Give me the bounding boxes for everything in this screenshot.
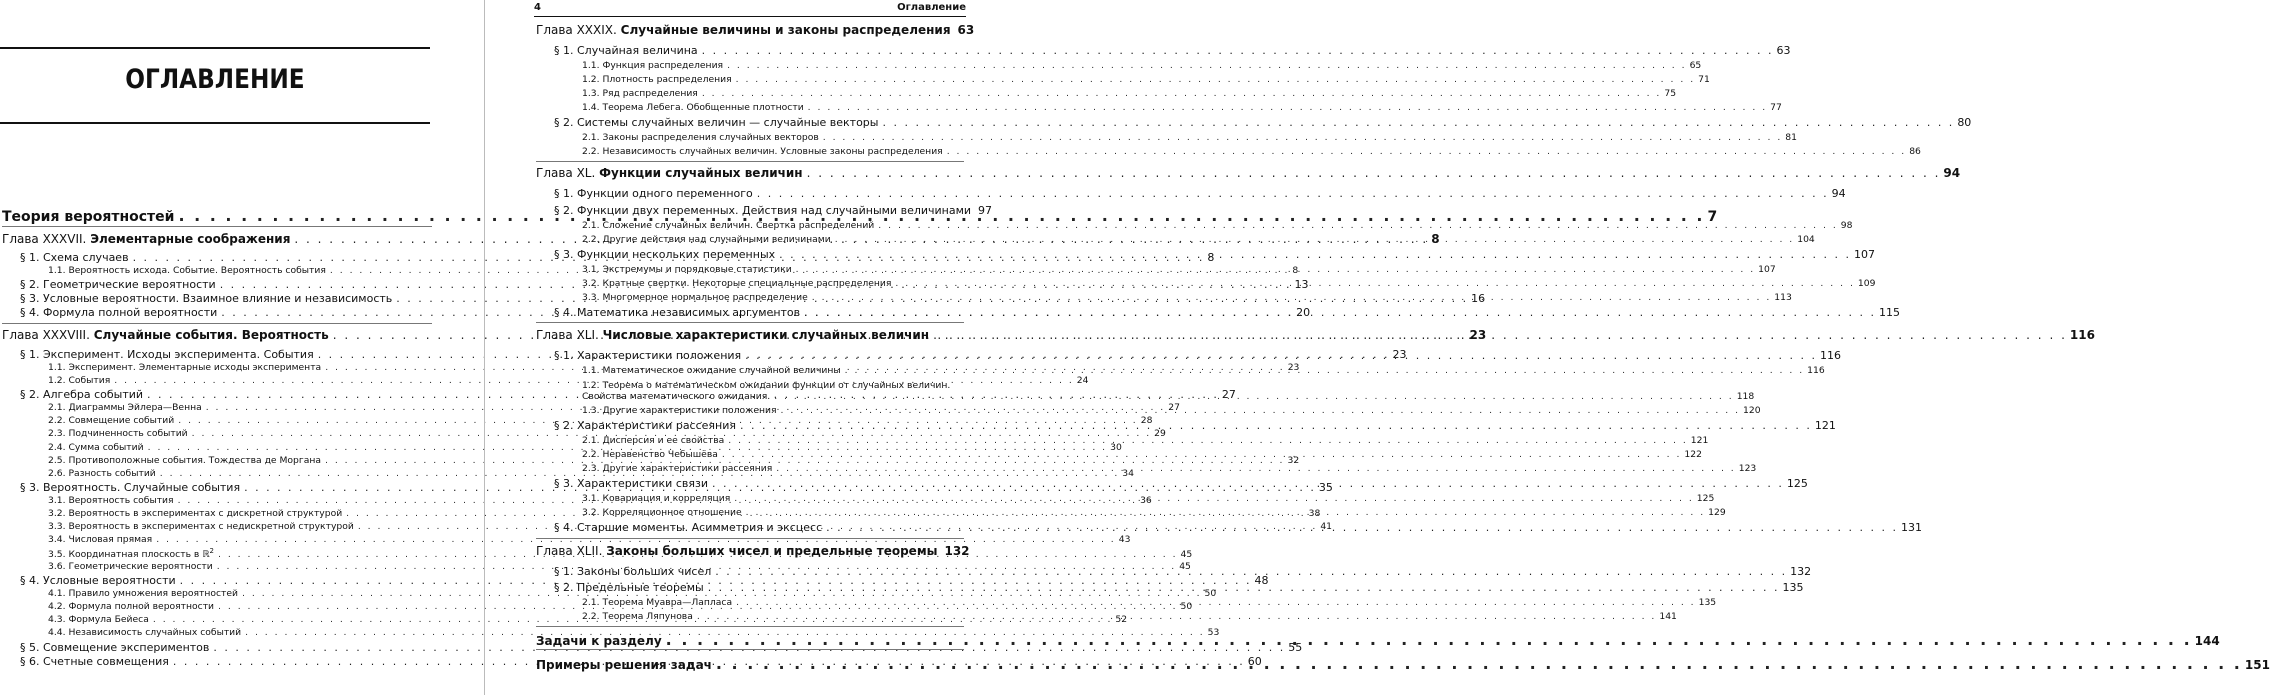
superscript: 2 <box>209 547 214 555</box>
chapter-label: Глава XL. <box>536 166 596 180</box>
toc-separator <box>536 322 964 323</box>
toc-entry-title: Свойства математического ожидания. <box>582 391 771 402</box>
toc-entry[interactable] <box>2 574 1269 587</box>
toc-entry-page: 45 <box>1180 549 1193 561</box>
toc-entry-page: 135 <box>1698 597 1717 608</box>
toc-entry-title: 1.4. Теорема Лебега. Обобщенные плотности <box>582 102 804 113</box>
toc-entry-page: 86 <box>1909 146 1921 157</box>
toc-entry-page: 45 <box>1179 561 1191 572</box>
toc-entry-title: 2.2. Другие действия над случайными величинами <box>582 234 831 245</box>
toc-entry-page: 32 <box>1287 455 1300 466</box>
toc-entry-title: § 3. Функции нескольких переменных <box>554 248 776 261</box>
toc-entry-page: 55 <box>1288 641 1303 654</box>
toc-entry-title: 2.1. Теорема Муавра—Лапласа <box>582 597 733 608</box>
toc-entry-title: § 2. Функции двух переменных. Действия над случайными величинами <box>554 204 972 217</box>
chapter-page: 23 <box>1469 328 1487 342</box>
toc-entry[interactable] <box>2 627 1220 638</box>
toc-entry-title: § 2. Характеристики рассеяния <box>554 419 736 432</box>
toc-entry-title: 3.1. Вероятность события <box>48 495 174 506</box>
toc-chapter[interactable] <box>536 544 970 558</box>
toc-entry-title: 3.1. Экстремумы и порядковые статистики <box>582 264 792 275</box>
toc-entry-page: 121 <box>1814 419 1836 432</box>
toc-entry-page: 118 <box>1736 391 1755 402</box>
toc-entry-title: 2.1. Дисперсия и ее свойства <box>582 435 725 446</box>
toc-entry-title: § 1. Схема случаев <box>20 251 129 264</box>
toc-entry-page: 116 <box>1807 365 1825 376</box>
chapter-label: Глава XXXVIII. <box>2 328 90 342</box>
toc-entry-title: 1.1. Функция распределения <box>582 60 724 71</box>
toc-entry-title: 3.4. Числовая прямая <box>48 534 153 545</box>
toc-entry-title: § 2. Алгебра событий <box>20 388 144 401</box>
running-head-title: Оглавление <box>897 2 966 13</box>
toc-entry-title: 3.3. Вероятность в экспериментах с недискретной структурой <box>48 521 354 532</box>
toc-entry-page: 41 <box>1320 521 1333 532</box>
toc-separator <box>536 626 964 627</box>
toc-entry[interactable] <box>536 74 1710 85</box>
toc-entry-title: 1.1. Эксперимент. Элементарные исходы эксперимента <box>48 362 322 373</box>
toc-entry-page: 52 <box>1115 614 1128 625</box>
toc-entry-page: 30 <box>1110 442 1122 453</box>
toc-entry[interactable] <box>536 116 1972 129</box>
toc-entry[interactable] <box>536 187 1846 200</box>
toc-entry-title: § 2. Системы случайных величин — случайные векторы <box>554 116 879 129</box>
toc-entry[interactable] <box>536 146 1921 157</box>
toc-entry-title: 2.1. Законы распределения случайных векторов <box>582 132 819 143</box>
toc-entry-title: 2.3. Другие характеристики рассеяния <box>582 463 773 474</box>
toc-entry-title: § 3. Вероятность. Случайные события <box>20 481 241 494</box>
toc-entry-title: § 1. Законы больших чисел <box>554 565 712 578</box>
toc-entry-title: 1.2. События <box>48 375 111 386</box>
toc-entry-title: 3.2. Вероятность в экспериментах с дискретной структурой <box>48 508 343 519</box>
toc-entry-page: 81 <box>1785 132 1797 143</box>
chapter-title: Функции случайных величин <box>599 166 803 180</box>
toc-entry-page: 71 <box>1698 74 1710 85</box>
toc-entry-title: 3.5. Координатная плоскость в ℝ <box>48 549 210 561</box>
toc-separator <box>2 226 432 227</box>
toc-entry[interactable] <box>536 44 1791 57</box>
toc-entry-page: 144 <box>2194 634 2220 648</box>
chapter-title: Случайные события. Вероятность <box>93 328 329 342</box>
toc-entry-title: § 1. Эксперимент. Исходы эксперимента. События <box>20 348 314 361</box>
toc-entry[interactable] <box>2 455 1300 466</box>
toc-entry[interactable] <box>536 449 1702 460</box>
toc-entry-page: 50 <box>1204 588 1217 599</box>
toc-entry[interactable] <box>2 534 1131 545</box>
toc-entry-title: § 4. Условные вероятности <box>20 574 176 587</box>
toc-entry-title: § 1. Характеристики положения <box>554 349 742 362</box>
toc-entry-page: 35 <box>1318 481 1333 494</box>
toc-entry[interactable] <box>2 428 1166 439</box>
chapter-page: 8 <box>1431 232 1440 246</box>
chapter-page: 94 <box>1943 166 1961 180</box>
toc-entry-page: 104 <box>1797 234 1815 245</box>
toc-entry-title: Примеры решения задач <box>536 658 712 672</box>
chapter-title: Законы больших чисел и предельные теоремы <box>606 544 938 558</box>
toc-entry-page: 141 <box>1659 611 1677 622</box>
chapter-page: 116 <box>2069 328 2095 342</box>
toc-entry[interactable] <box>536 102 1782 113</box>
toc-entry-title: 2.3. Подчиненность событий <box>48 428 188 439</box>
page-title: ОГЛАВЛЕНИЕ <box>125 64 305 95</box>
toc-entry[interactable] <box>536 88 1677 99</box>
toc-entry-page: 129 <box>1708 507 1726 518</box>
toc-entry-title: § 4. Математика независимых аргументов <box>554 306 801 319</box>
toc-separator <box>536 161 964 162</box>
chapter-page: 63 <box>957 23 975 37</box>
toc-entry-page: 115 <box>1878 306 1900 319</box>
toc-entry-page: 28 <box>1140 415 1153 426</box>
toc-entry-title: 3.2. Корреляционное отношение <box>582 507 742 518</box>
toc-entry[interactable] <box>2 442 1122 453</box>
toc-entry-page: 97 <box>978 204 993 217</box>
toc-entry-title: 2.2. Независимость случайных величин. Условные законы распределения <box>582 146 943 157</box>
toc-entry-page: 27 <box>1168 402 1180 413</box>
toc-entry-title: 3.1. Ковариация и корреляция <box>582 493 731 504</box>
toc-entry-page: 16 <box>1471 292 1486 305</box>
chapter-title: Числовые характеристики случайных величин <box>602 328 930 342</box>
toc-entry-title: 2.2. Совмещение событий <box>48 415 175 426</box>
toc-separator <box>2 323 432 324</box>
toc-entry-page: 23 <box>1287 362 1300 373</box>
toc-separator <box>536 649 964 650</box>
chapter-title: Случайные величины и законы распределения <box>620 23 951 37</box>
toc-entry-page: 24 <box>1076 375 1089 386</box>
toc-entry-page: 80 <box>1957 116 1972 129</box>
toc-entry-page: 23 <box>1392 348 1407 361</box>
toc-separator <box>536 538 964 539</box>
toc-entry-page: 132 <box>1790 565 1812 578</box>
toc-chapter[interactable] <box>536 23 975 37</box>
toc-entry-page: 107 <box>1853 248 1875 261</box>
toc-entry[interactable] <box>2 588 1217 599</box>
toc-entry-title: § 2. Предельные теоремы <box>554 581 704 594</box>
chapter-label: Глава XLII. <box>536 544 603 558</box>
toc-entry-page: 125 <box>1696 493 1715 504</box>
page-number: 4 <box>534 2 541 13</box>
toc-entry-page: 48 <box>1254 574 1269 587</box>
toc-entry-title: 2.5. Противоположные события. Тождества де Моргана <box>48 455 321 466</box>
toc-entry-title: 4.3. Формула Бейеса <box>48 614 149 625</box>
toc-part-page: 7 <box>1707 209 1718 225</box>
toc-entry-page: 63 <box>1776 44 1791 57</box>
toc-entry-page: 131 <box>1900 521 1922 534</box>
toc-entry-page: 116 <box>1820 349 1841 362</box>
toc-entry-page: 120 <box>1743 405 1761 416</box>
toc-entry-page: 151 <box>2244 658 2270 672</box>
chapter-label: Глава XLI. <box>536 328 599 342</box>
toc-entry-page: 27 <box>1221 388 1236 401</box>
toc-entry-page: 75 <box>1664 88 1677 99</box>
toc-entry-title: 2.2. Теорема Ляпунова <box>582 611 693 622</box>
toc-entry-title: § 5. Совмещение экспериментов <box>20 641 210 654</box>
toc-entry-title: § 3. Характеристики связи <box>554 477 708 490</box>
toc-entry-page: 36 <box>1140 495 1152 506</box>
chapter-page: 132 <box>944 544 970 558</box>
toc-entry[interactable] <box>536 220 1853 231</box>
toc-entry-title: 2.2. Неравенство Чебышёва <box>582 449 718 460</box>
chapter-title: Элементарные соображения <box>90 232 291 246</box>
toc-entry-page: 8 <box>1292 265 1299 276</box>
toc-entry-page: 29 <box>1154 428 1166 439</box>
toc-entry-title: 4.1. Правило умножения вероятностей <box>48 588 239 599</box>
toc-entry-title: 2.6. Разность событий <box>48 468 156 479</box>
toc-entry-page: 34 <box>1122 468 1134 479</box>
toc-entry-page: 50 <box>1180 601 1193 612</box>
toc-entry-title: 1.3. Ряд распределения <box>582 88 698 99</box>
toc-entry-title: 3.3. Многомерное нормальное распределение <box>582 292 808 303</box>
toc-chapter[interactable] <box>536 166 1961 180</box>
toc-entry-title[interactable]: 1.2. Теорема о математическом ожидании функции от случайных величин. <box>582 380 951 391</box>
toc-entry-title: 4.4. Независимость случайных событий <box>48 627 242 638</box>
toc-entry-title: 1.1. Вероятность исхода. Событие. Вероятность события <box>48 265 326 276</box>
toc-entry-title: 1.2. Плотность распределения <box>582 74 732 85</box>
toc-entry-title: 2.1. Сложение случайных величин. Свертка распределений <box>582 220 875 231</box>
toc-entry-title: 4.2. Формула полной вероятности <box>48 601 215 612</box>
toc-entry-page: 135 <box>1782 581 1804 594</box>
toc-entry-title: § 3. Условные вероятности. Взаимное влияние и независимость <box>20 292 393 305</box>
toc-entry-title: 1.1. Математическое ожидание случайной величины <box>582 365 841 376</box>
toc-entry-title: 2.4. Сумма событий <box>48 442 144 453</box>
toc-entry[interactable] <box>536 248 1875 261</box>
toc-entry-title: § 2. Геометрические вероятности <box>20 278 216 291</box>
toc-entry-title: § 4. Старшие моменты. Асимметрия и эксцесс <box>554 521 823 534</box>
toc-entry-title: 3.2. Кратные свертки. Некоторые специальные распределения <box>582 278 892 289</box>
toc-entry[interactable] <box>536 204 993 217</box>
toc-part-title: Теория вероятностей <box>2 209 175 225</box>
toc-entry-title: 2.1. Диаграммы Эйлера—Венна <box>48 402 202 413</box>
toc-entry-page: 94 <box>1831 187 1846 200</box>
toc-entry-page: 125 <box>1786 477 1808 490</box>
toc-entry-page: 53 <box>1207 627 1220 638</box>
toc-entry-page: 109 <box>1857 278 1876 289</box>
toc-entry-page: 60 <box>1247 655 1262 668</box>
toc-entry-title: § 1. Функции одного переменного <box>554 187 753 200</box>
toc-entry-page: 107 <box>1758 264 1776 275</box>
toc-entry-page: 13 <box>1294 278 1309 291</box>
toc-entry[interactable] <box>536 132 1797 143</box>
toc-entry-title: 1.3. Другие характеристики положения <box>582 405 777 416</box>
toc-entry-page: 38 <box>1308 508 1321 519</box>
toc-entry-title: § 1. Случайная величина <box>554 44 698 57</box>
toc-entry-page: 20 <box>1296 306 1311 319</box>
toc-entry-page: 121 <box>1690 435 1709 446</box>
toc-entry-page: 77 <box>1770 102 1782 113</box>
chapter-label: Глава XXXVII. <box>2 232 87 246</box>
toc-entry-page: 65 <box>1689 60 1702 71</box>
toc-entry-page: 43 <box>1118 534 1131 545</box>
toc-entry-title: § 4. Формула полной вероятности <box>20 306 218 319</box>
toc-entry-title: 3.6. Геометрические вероятности <box>48 561 213 572</box>
toc-entry-title: § 6. Счетные совмещения <box>20 655 169 668</box>
toc-entry-page: 122 <box>1684 449 1702 460</box>
toc-entry[interactable] <box>536 234 1815 245</box>
toc-entry[interactable] <box>536 264 1776 275</box>
toc-entry[interactable] <box>536 435 1709 446</box>
toc-entry[interactable] <box>536 60 1702 71</box>
toc-entry-title: Задачи к разделу <box>536 634 662 648</box>
toc-entry-page: 98 <box>1840 220 1853 231</box>
toc-entry-page: 123 <box>1738 463 1757 474</box>
chapter-label: Глава XXXIX. <box>536 23 617 37</box>
toc-entry-page: 8 <box>1207 251 1215 264</box>
toc-entry-page: 113 <box>1774 292 1792 303</box>
